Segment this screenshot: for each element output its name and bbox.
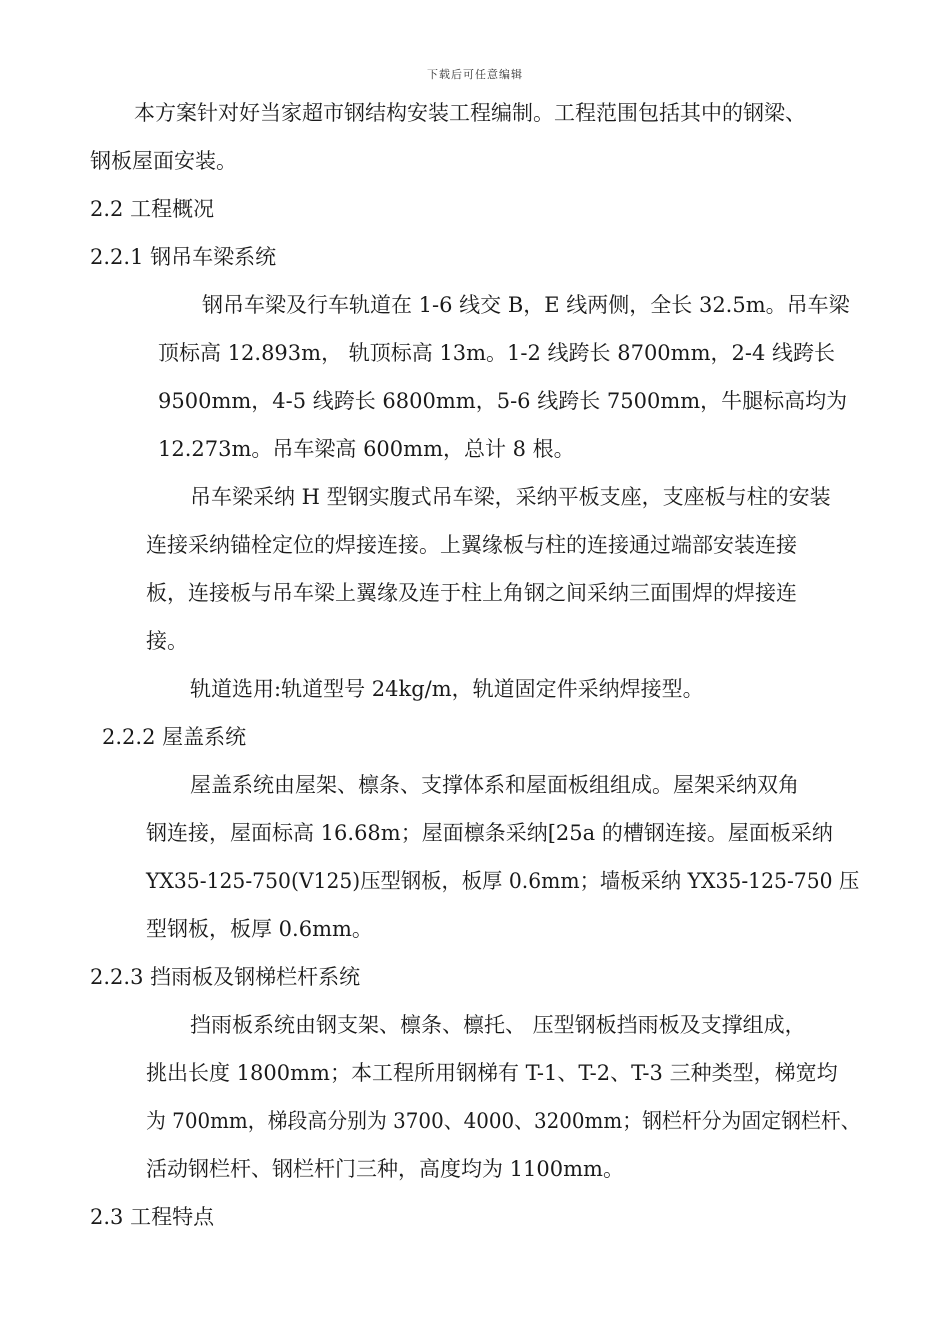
roof-para-line-1: 屋盖系统由屋架、檩条、支撑体系和屋面板组组成。屋架采纳双角 (190, 773, 799, 797)
crane-para-line-4: 12.273m。吊车梁高 600mm，总计 8 根。 (158, 437, 575, 461)
rain-para-line-2: 挑出长度 1800mm；本工程所用钢梯有 T-1、T-2、T-3 三种类型，梯宽均 (146, 1061, 838, 1085)
beam-para-line-1: 吊车梁采纳 H 型钢实腹式吊车梁，采纳平板支座，支座板与柱的安装 (190, 485, 831, 509)
heading-2-2-1: 2.2.1 钢吊车梁系统 (90, 245, 277, 269)
crane-para-line-1: 钢吊车梁及行车轨道在 1-6 线交 B，E 线两侧，全长 32.5m。吊车梁 (202, 293, 850, 317)
beam-para-line-2: 连接采纳锚栓定位的焊接连接。上翼缘板与柱的连接通过端部安装连接 (146, 533, 797, 557)
header-note: 下载后可任意编辑 (427, 68, 523, 81)
heading-2-3: 2.3 工程特点 (90, 1205, 215, 1229)
rail-para: 轨道选用:轨道型号 24kg/m，轨道固定件采纳焊接型。 (190, 677, 704, 701)
rain-para-line-4: 活动钢栏杆、钢栏杆门三种，高度均为 1100mm。 (146, 1157, 624, 1181)
crane-para-line-2: 顶标高 12.893m， 轨顶标高 13m。1-2 线跨长 8700mm，2-4 线跨长 (158, 341, 835, 365)
rain-para-line-3: 为 700mm，梯段高分别为 3700、4000、3200mm；钢栏杆分为固定钢栏杆、 (146, 1109, 861, 1133)
crane-para-line-3: 9500mm，4-5 线跨长 6800mm，5-6 线跨长 7500mm，牛腿标高均为 (158, 389, 848, 413)
rain-para-line-1: 挡雨板系统由钢支架、檩条、檩托、 压型钢板挡雨板及支撑组成， (190, 1013, 806, 1037)
roof-para-line-3: YX35-125-750(V125)压型钢板，板厚 0.6mm；墙板采纳 YX35-125-750 压 (146, 869, 860, 893)
roof-para-line-4: 型钢板，板厚 0.6mm。 (146, 917, 373, 941)
heading-2-2: 2.2 工程概况 (90, 197, 215, 221)
beam-para-line-3: 板，连接板与吊车梁上翼缘及连于柱上角钢之间采纳三面围焊的焊接连 (146, 581, 797, 605)
beam-para-line-4: 接。 (146, 629, 188, 653)
intro-line-2: 钢板屋面安装。 (90, 149, 237, 173)
intro-line-1: 本方案针对好当家超市钢结构安装工程编制。工程范围包括其中的钢梁、 (134, 101, 806, 125)
heading-2-2-2: 2.2.2 屋盖系统 (102, 725, 247, 749)
roof-para-line-2: 钢连接，屋面标高 16.68m；屋面檩条采纳[25a 的槽钢连接。屋面板采纳 (146, 821, 833, 845)
heading-2-2-3: 2.2.3 挡雨板及钢梯栏杆系统 (90, 965, 361, 989)
